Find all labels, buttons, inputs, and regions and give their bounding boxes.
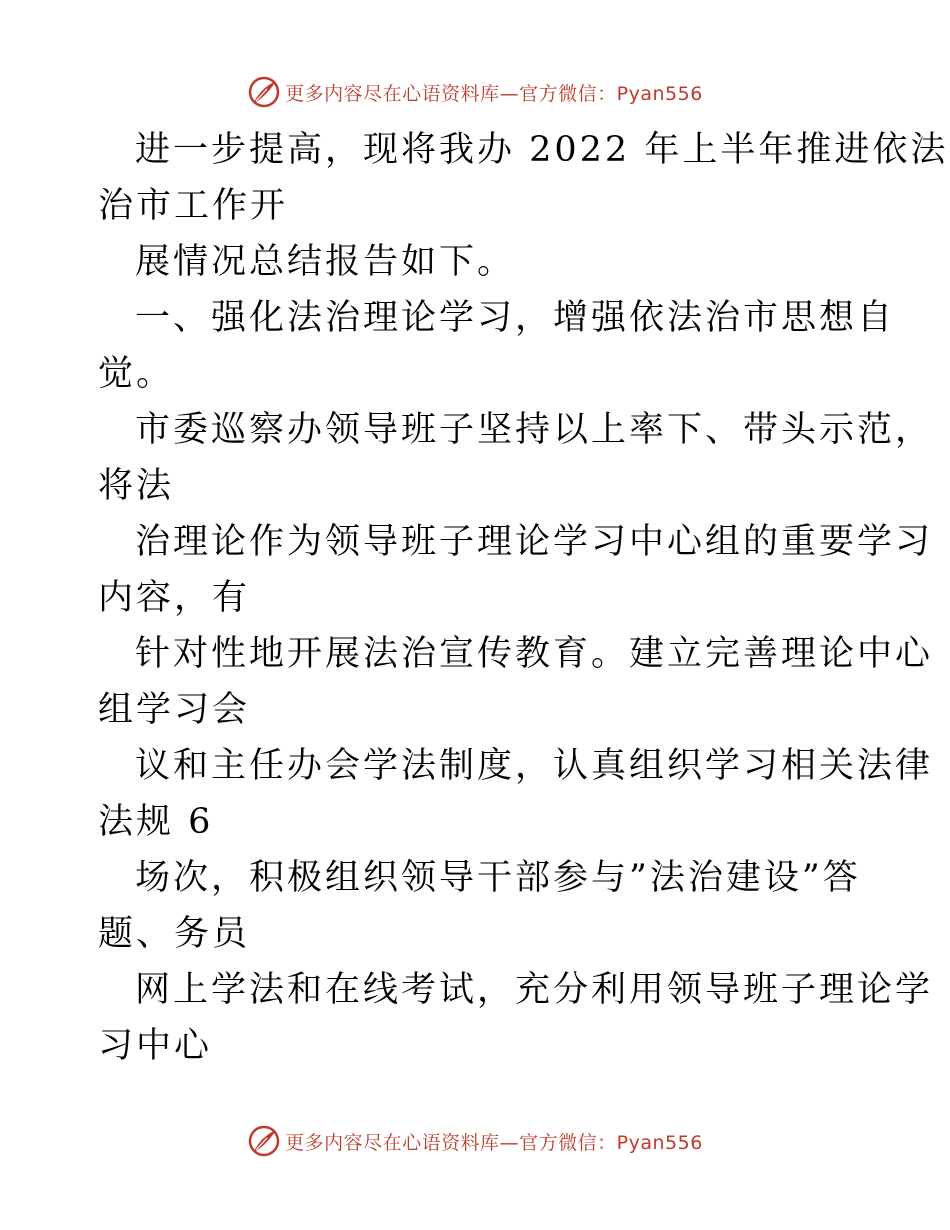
banner-text: 更多内容尽在心语资料库—官方微信：Pyan556 — [285, 82, 703, 105]
paragraph-line: 市委巡察办领导班子坚持以上率下、带头示范， — [135, 410, 934, 450]
feather-pen-icon — [247, 1124, 281, 1158]
paragraph-line: 法规 6 — [98, 802, 214, 842]
paragraph-line: 进一步提高，现将我办 2022 年上半年推进依法 — [135, 130, 949, 170]
wechat-id: Pyan556 — [616, 1131, 703, 1154]
paragraph-line: 题、务员 — [98, 914, 251, 954]
paragraph-line: 治理论作为领导班子理论学习中心组的重要学习 — [135, 522, 934, 562]
wechat-id: Pyan556 — [616, 82, 703, 105]
document-body — [98, 122, 949, 1074]
section-heading: 觉。 — [98, 354, 175, 394]
paragraph-line: 习中心 — [98, 1026, 213, 1066]
header-banner — [0, 72, 950, 112]
footer-banner — [0, 1121, 950, 1161]
banner-text: 更多内容尽在心语资料库—官方微信：Pyan556 — [285, 1131, 703, 1154]
paragraph-line: 网上学法和在线考试，充分利用领导班子理论学 — [135, 970, 934, 1010]
paragraph-line: 场次，积极组织领导干部参与”法治建设”答 — [135, 858, 861, 898]
paragraph-line: 将法 — [98, 466, 175, 506]
paragraph-line: 组学习会 — [98, 690, 251, 730]
paragraph-line: 治市工作开 — [98, 186, 289, 226]
feather-pen-icon — [247, 75, 281, 109]
section-heading: 一、强化法治理论学习，增强依法治市思想自 — [135, 298, 896, 338]
paragraph-line: 内容，有 — [98, 578, 251, 618]
paragraph-line: 针对性地开展法治宣传教育。建立完善理论中心 — [135, 634, 934, 674]
paragraph-line: 议和主任办会学法制度，认真组织学习相关法律 — [135, 746, 934, 786]
paragraph-line: 展情况总结报告如下。 — [135, 242, 516, 282]
